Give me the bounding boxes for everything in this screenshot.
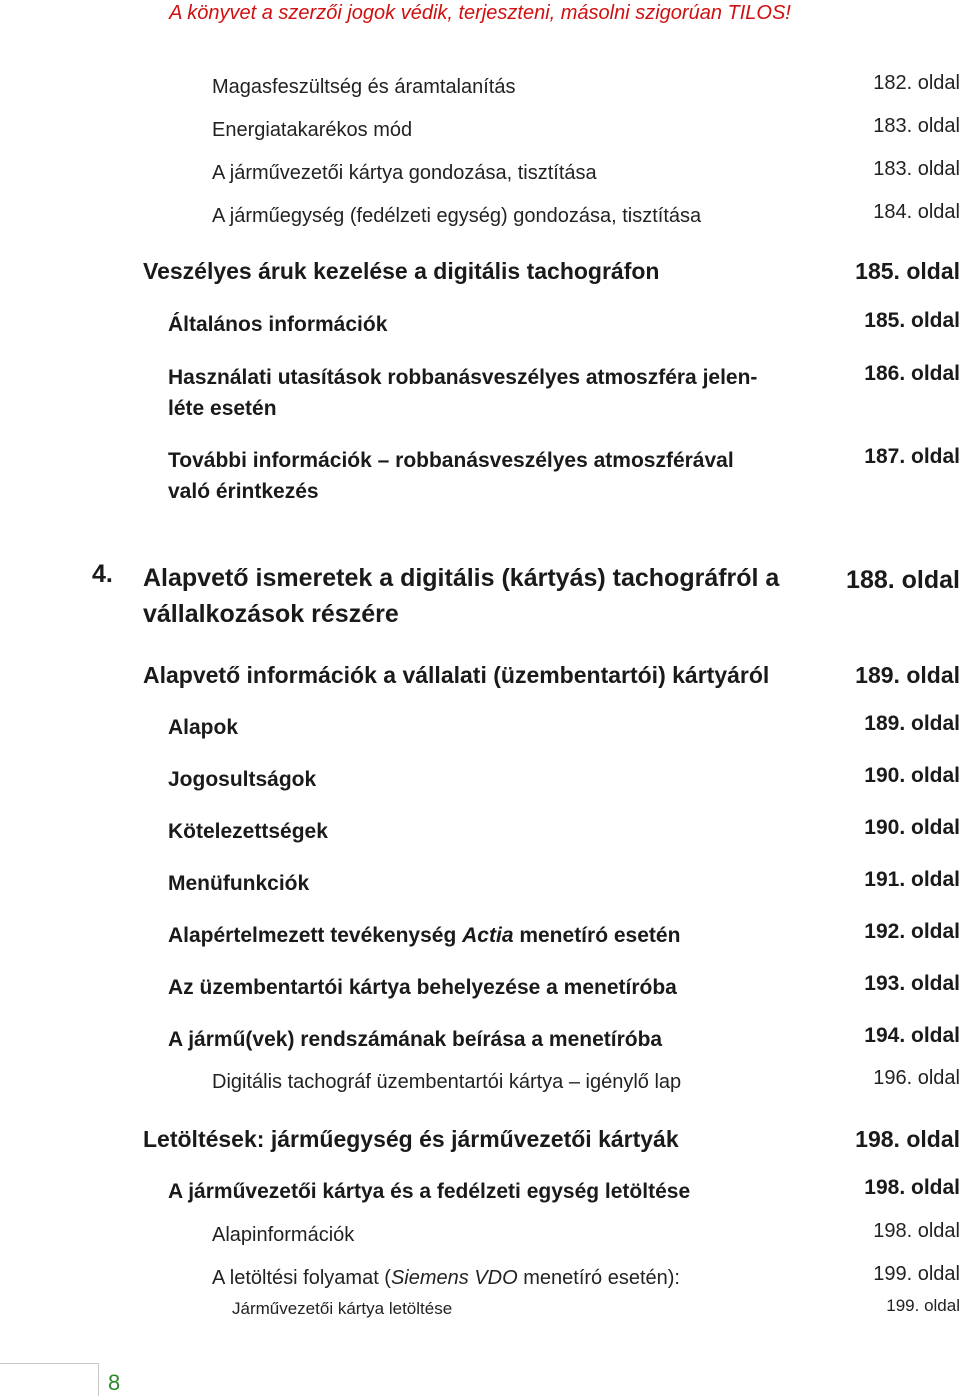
- toc-entry-title: A járművezetői kártya gondozása, tisztítása: [212, 162, 597, 184]
- toc-entry-title: A járműegység (fedélzeti egység) gondozása, tisztítása: [212, 205, 702, 227]
- toc-entry: [0, 1176, 960, 1207]
- toc-entry-title: Alapértelmezett tevékenység Actia menetíró esetén: [168, 924, 681, 947]
- toc-entry-title: Letöltések: járműegység és járművezetői kártyák: [143, 1126, 679, 1152]
- toc-entry-title: Használati utasítások robbanásveszélyes atmoszféra jelen- léte esetén: [168, 366, 758, 420]
- toc-entry: [0, 72, 960, 103]
- toc-entry-title: Kötelezettségek: [168, 820, 328, 843]
- toc-entry-page: 199. oldal: [873, 1263, 960, 1285]
- toc-entry-title: Magasfeszültség és áramtalanítás: [212, 76, 516, 98]
- toc-entry: [0, 158, 960, 189]
- toc-entry-page: 185. oldal: [855, 258, 960, 284]
- toc-entry-page: 182. oldal: [873, 72, 960, 94]
- toc-entry-page: 183. oldal: [873, 115, 960, 137]
- toc-entry-page: 193. oldal: [864, 972, 960, 995]
- toc-entry: [0, 972, 960, 1003]
- toc-entry-title: Általános információk: [168, 313, 388, 336]
- toc-entry-page: 187. oldal: [864, 445, 960, 468]
- toc-entry-title: Energiatakarékos mód: [212, 119, 413, 141]
- toc-entry-page: 183. oldal: [873, 158, 960, 180]
- toc-entry-page: 198. oldal: [864, 1176, 960, 1199]
- toc-entry: [0, 660, 960, 691]
- toc-entry-title: Alapinformációk: [212, 1224, 355, 1246]
- toc-entry-title: Az üzembentartói kártya behelyezése a menetíróba: [168, 976, 677, 999]
- toc-entry-page: 185. oldal: [864, 309, 960, 332]
- toc-entry-page: 184. oldal: [873, 201, 960, 223]
- toc-entry-title: Alapvető ismeretek a digitális (kártyás) tachográfról a vállalkozások részére: [143, 564, 780, 628]
- toc-entry-page: 189. oldal: [855, 662, 960, 688]
- toc-entry-page: 189. oldal: [864, 712, 960, 735]
- toc-entry: [0, 1220, 960, 1251]
- page-number: 8: [108, 1370, 121, 1395]
- toc-entry: [0, 201, 960, 232]
- toc-entry: [0, 362, 960, 424]
- toc-entry-page: 196. oldal: [873, 1067, 960, 1089]
- toc-entry-page: 198. oldal: [855, 1126, 960, 1152]
- toc-entry-page: 198. oldal: [873, 1220, 960, 1242]
- toc-entry: [0, 1067, 960, 1098]
- toc-entry: [0, 868, 960, 899]
- toc-entry: [0, 115, 960, 146]
- toc-entry-title: A járművezetői kártya és a fedélzeti egység letöltése: [168, 1180, 691, 1203]
- toc-entry-title: Alapok: [168, 716, 239, 739]
- toc-entry-page: 194. oldal: [864, 1024, 960, 1047]
- toc-entry-page: 186. oldal: [864, 362, 960, 385]
- toc-entry-page: 188. oldal: [846, 566, 960, 594]
- toc-entry-title: Menüfunkciók: [168, 872, 310, 895]
- toc-entry-title: Járművezetői kártya letöltése: [232, 1299, 453, 1318]
- chapter-number: 4.: [92, 560, 113, 588]
- toc-entry: [0, 920, 960, 951]
- toc-entry-page: 191. oldal: [864, 868, 960, 891]
- toc-entry-title: A letöltési folyamat (Siemens VDO menetíró esetén):: [212, 1267, 680, 1289]
- toc-entry-title: Jogosultságok: [168, 768, 317, 791]
- toc-entry-page: 192. oldal: [864, 920, 960, 943]
- toc-entry: [0, 1124, 960, 1155]
- toc-entry: [0, 1293, 960, 1319]
- toc-entry: [0, 309, 960, 340]
- toc-entry-title: Veszélyes áruk kezelése a digitális tachográfon: [143, 258, 660, 284]
- copyright-warning: A könyvet a szerzői jogok védik, terjeszteni, másolni szigorúan TILOS!: [169, 2, 791, 24]
- footer-divider: [0, 1363, 98, 1364]
- toc-entry: [0, 445, 960, 507]
- toc-entry: [0, 816, 960, 847]
- toc-entry-title: Digitális tachográf üzembentartói kártya – igénylő lap: [212, 1071, 682, 1093]
- toc-entry: [0, 712, 960, 743]
- toc-entry-title: További információk – robbanásveszélyes atmoszférával való érintkezés: [168, 449, 734, 503]
- footer-divider-vertical: [98, 1363, 99, 1396]
- toc-entry-page: 199. oldal: [886, 1296, 960, 1315]
- toc-entry-page: 190. oldal: [864, 764, 960, 787]
- toc-entry: [0, 1024, 960, 1055]
- toc-entry-title: Alapvető információk a vállalati (üzembentartói) kártyáról: [143, 662, 770, 688]
- toc-entry-page: 190. oldal: [864, 816, 960, 839]
- toc-entry: [0, 1263, 960, 1294]
- toc-entry: [0, 764, 960, 795]
- toc-entry: [0, 256, 960, 290]
- toc-entry-title: A jármű(vek) rendszámának beírása a menetíróba: [168, 1028, 663, 1051]
- toc-entry: [0, 560, 960, 632]
